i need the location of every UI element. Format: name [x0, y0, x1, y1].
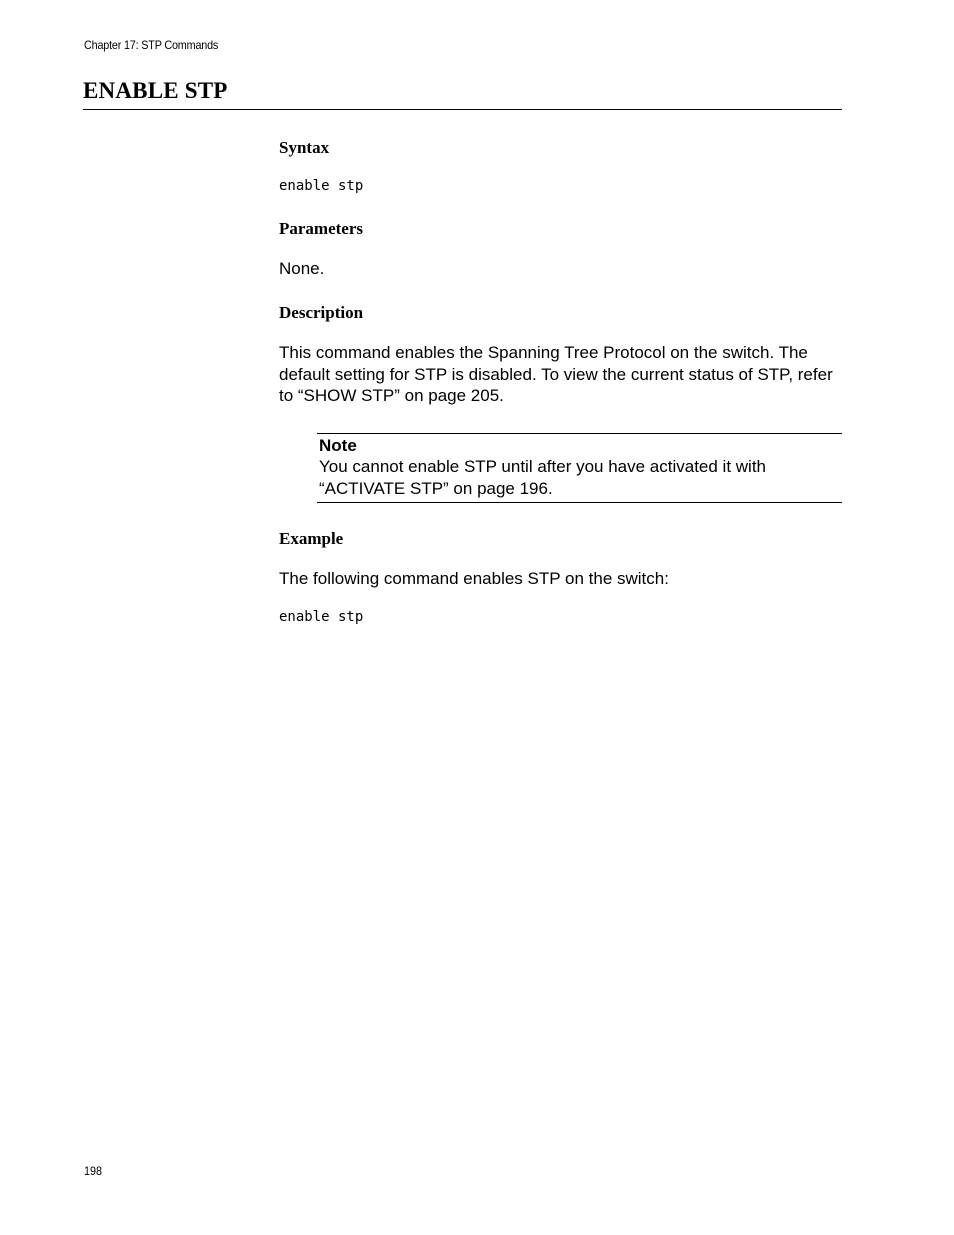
note-box — [317, 433, 842, 503]
syntax-heading: Syntax — [279, 138, 330, 157]
note-text: You cannot enable STP until after you have activated it with “ACTIVATE STP” on page 196. — [319, 457, 767, 498]
note-title: Note — [319, 436, 357, 455]
example-code: enable stp — [279, 609, 364, 625]
example-text: The following command enables STP on the switch: — [279, 569, 669, 588]
example-heading: Example — [279, 529, 344, 548]
running-head: Chapter 17: STP Commands — [84, 38, 219, 52]
page-number: 198 — [84, 1164, 103, 1178]
description-text: This command enables the Spanning Tree Protocol on the switch. The default setting for STP is disabled. To view the current status of STP, refer to “SHOW STP” on page 205. — [279, 343, 833, 405]
page-title: ENABLE STP — [83, 78, 228, 103]
parameters-heading: Parameters — [279, 219, 364, 238]
syntax-code: enable stp — [279, 178, 364, 194]
parameters-text: None. — [279, 259, 325, 278]
description-heading: Description — [279, 303, 364, 322]
title-rule — [83, 109, 842, 110]
